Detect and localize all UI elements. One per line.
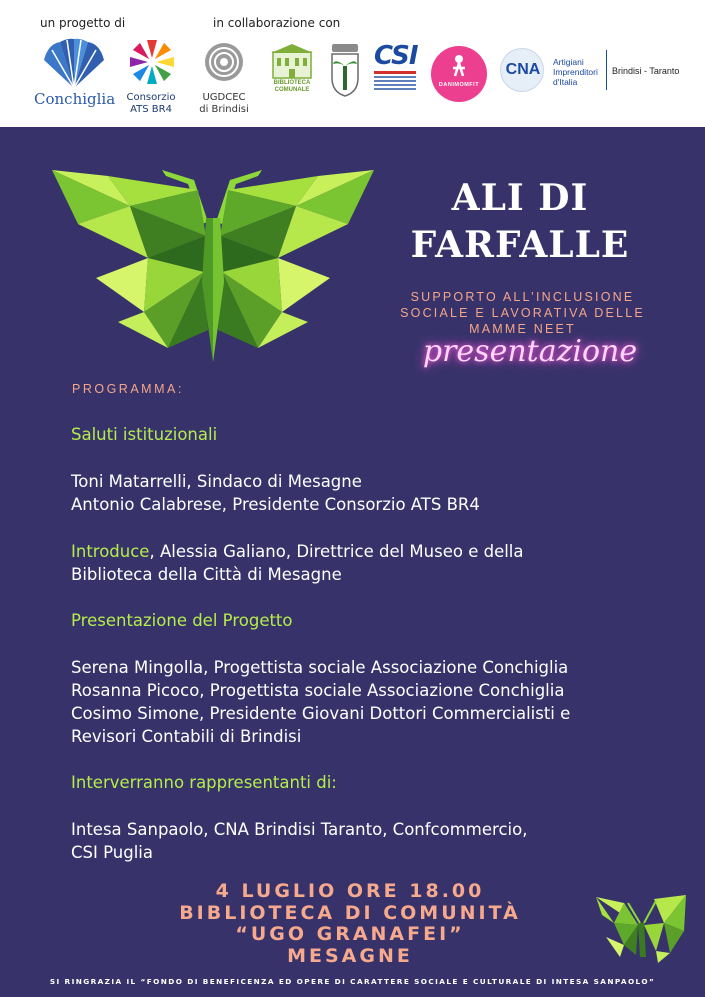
cna-divider [606,50,607,90]
cna-tagline: Artigiani Imprenditori d'Italia [553,57,598,87]
program-label: PROGRAMMA: [72,382,184,396]
progetto-line-4: Revisori Contabili di Brindisi [71,727,302,746]
cna-wordmark: CNA [505,61,541,78]
introduce-keyword: Introduce [71,542,150,561]
people-circle-icon [124,36,180,88]
danimomfit-logo [431,46,487,102]
progetto-line-3: Cosimo Simone, Presidente Giovani Dottori Commercialisti e [71,704,571,723]
introduce-line-1 [71,540,524,563]
progetto-line-1: Serena Mingolla, Progettista sociale Associazione Conchiglia [71,658,569,677]
progetto-line-2: Rosanna Picoco, Progettista sociale Associazione Conchiglia [71,681,565,700]
collab-label: in collaborazione con [213,16,341,30]
figure-icon [431,46,487,86]
thanks-note: SI RINGRAZIA IL “FONDO DI BENEFICENZA ED OPERE DI CARATTERE SOCIALE E CULTURALE DI INTESA SANPAOLO” [49,977,656,986]
spiral-icon [204,42,244,82]
event-date-time: 4 LUGLIO ORE 18.00 [215,880,485,902]
crest-icon [329,42,361,98]
interverranno-line-2: CSI Puglia [71,843,153,862]
interverranno-heading: Interverranno rappresentanti di: [71,773,337,792]
shell-icon [38,38,110,92]
event-venue: BIBLIOTECA DI COMUNITÀ [179,901,521,924]
event-title [395,175,645,269]
title-line-1: ALI DI [451,177,589,219]
presentazione-neon-text: presentazione [422,334,638,369]
introduce-line-2: Biblioteca della Città di Mesagne [71,565,342,584]
consorzio-logo [124,36,180,88]
saluti-line-1: Toni Matarrelli, Sindaco di Mesagne [71,472,362,491]
cna-region: Brindisi - Taranto [612,66,680,76]
subtitle-line-3: MAMME NEET [469,322,576,336]
biblioteca-logo [267,42,317,100]
cna-logo [500,48,544,92]
event-subtitle [370,289,675,337]
saluti-line-2: Antonio Calabrese, Presidente Consorzio ATS BR4 [71,495,480,514]
biblioteca-logo-text: BIBLIOTECA COMUNALE [273,80,311,93]
progetto-heading: Presentazione del Progetto [71,611,293,630]
introduce-rest: , Alessia Galiano, Direttrice del Museo e della [149,542,524,561]
subtitle-line-2: SOCIALE E LAVORATIVA DELLE [400,306,645,320]
subtitle-line-1: SUPPORTO ALL’INCLUSIONE [410,290,635,304]
csi-logo [374,42,418,100]
small-butterfly-icon [594,893,690,965]
conchiglia-logo [34,38,116,110]
event-venue-name: “UGO GRANAFEI” [235,923,465,945]
event-city: MESAGNE [287,944,413,967]
event-info [120,881,580,967]
building-icon [267,42,317,80]
interverranno-line-1: Intesa Sanpaolo, CNA Brindisi Taranto, Confcommercio, [71,820,528,839]
header-logos [0,0,705,127]
ugdcec-caption: UGDCEC di Brindisi [199,92,249,115]
title-line-2: FARFALLE [410,224,630,266]
consorzio-caption: Consorzio ATS BR4 [126,92,176,115]
saluti-heading: Saluti istituzionali [71,425,218,444]
butterfly-icon [48,162,378,372]
csi-wordmark: CSI [374,41,418,71]
project-label: un progetto di [40,16,126,30]
mesagne-crest-logo [329,42,361,98]
ugdcec-logo [204,42,244,82]
danimomfit-wordmark: DANIMOMFIT [438,82,480,88]
conchiglia-wordmark: Conchiglia [34,90,116,108]
